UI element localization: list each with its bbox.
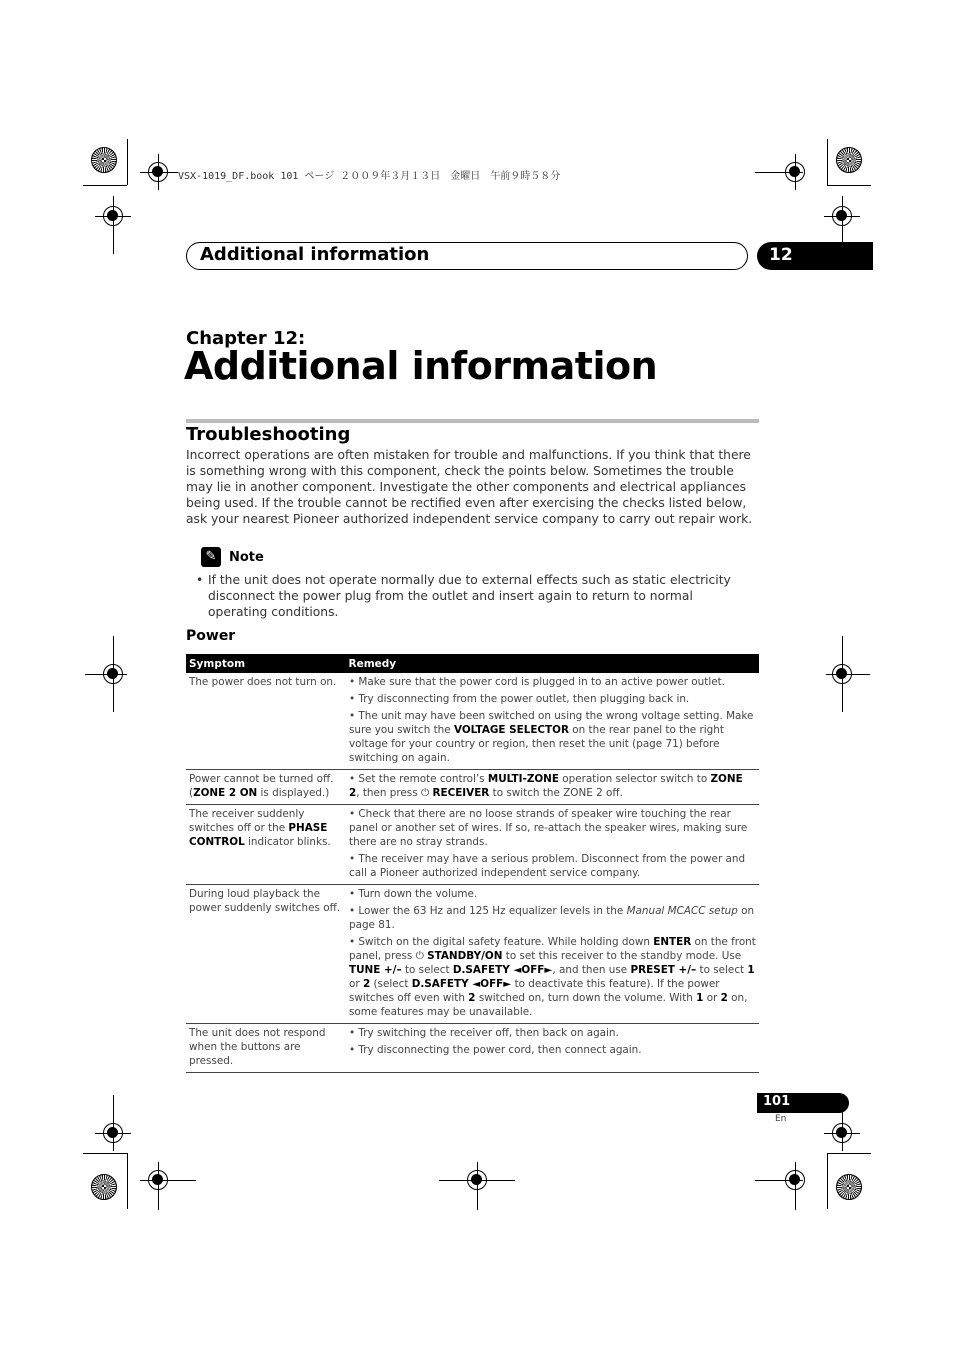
remedy-item: • Make sure that the power cord is plugged in to an active power outlet. <box>349 676 725 688</box>
note-label: Note <box>229 550 264 565</box>
table-row <box>186 1024 759 1073</box>
page-number: 101 <box>757 1093 849 1113</box>
color-target-icon <box>91 1174 117 1200</box>
symptom-cell: The receiver suddenly switches off or the PHASE CONTROL indicator blinks. <box>186 805 346 885</box>
color-target-icon <box>836 147 862 173</box>
symptom-cell: Power cannot be turned off. (ZONE 2 ON is displayed.) <box>186 770 346 805</box>
symptom-cell: During loud playback the power suddenly switches off. <box>186 885 346 1024</box>
symptom-cell: The power does not turn on. <box>186 673 346 770</box>
symptom-cell: The unit does not respond when the buttons are pressed. <box>186 1024 346 1073</box>
section-rule <box>186 419 759 423</box>
remedy-item: • The unit may have been switched on using the wrong voltage setting. Make sure you switch the VOLTAGE SELECTOR on the rear panel to the right voltage for your country or region, then reset the unit (page 71) before switching on again. <box>349 710 754 764</box>
remedy-item: • Try switching the receiver off, then back on again. <box>349 1027 619 1039</box>
color-target-icon <box>91 147 117 173</box>
note-list <box>196 572 756 620</box>
chapter-title: Additional information <box>184 344 658 388</box>
remedy-cell <box>346 805 760 885</box>
remedy-item: • Try disconnecting from the power outlet, then plugging back in. <box>349 693 690 705</box>
remedy-item: • Check that there are no loose strands of speaker wire touching the rear panel or another set of wires. If so, re-attach the speaker wires, making sure there are no stray strands. <box>349 808 748 848</box>
remedy-item: • Set the remote control’s MULTI-ZONE operation selector switch to ZONE 2, then press ⏻ RECEIVER to switch the ZONE 2 off. <box>349 773 743 799</box>
table-row <box>186 805 759 885</box>
power-troubleshooting-table <box>186 654 759 1073</box>
remedy-cell <box>346 1024 760 1073</box>
symptom-header: Symptom <box>186 654 346 673</box>
remedy-item: • Lower the 63 Hz and 125 Hz equalizer levels in the Manual MCACC setup on page 81. <box>349 905 755 931</box>
note-item: If the unit does not operate normally due to external effects such as static electricity disconnect the power plug from the outlet and insert again to return to normal operating conditions. <box>208 573 731 619</box>
remedy-item: • Turn down the volume. <box>349 888 478 900</box>
section-title: Troubleshooting <box>186 424 351 445</box>
remedy-item: • Try disconnecting the power cord, then connect again. <box>349 1044 642 1056</box>
remedy-header: Remedy <box>346 654 760 673</box>
chapter-number-tab: 12 <box>757 242 873 270</box>
table-header-row <box>186 654 759 673</box>
table-row <box>186 673 759 770</box>
color-target-icon <box>836 1174 862 1200</box>
remedy-cell <box>346 770 760 805</box>
page-language: En <box>775 1114 787 1124</box>
table-row <box>186 770 759 805</box>
remedy-item: • Switch on the digital safety feature. While holding down ENTER on the front panel, press ⏻ STANDBY/ON to set this receiver to the standby mode. Use TUNE +/– to select D.SAFETY ◄OFF►, and then use PRESET +/– to select 1 or 2 (select D.SAFETY ◄OFF► to deactivate this feature). If the power switches off even with 2 switched on, turn down the volume. With 1 or 2 on, some features may be unavailable. <box>349 936 756 1018</box>
remedy-item: • The receiver may have a serious problem. Disconnect from the power and call a Pioneer authorized independent service company. <box>349 853 746 879</box>
bullet-icon: • <box>196 573 204 587</box>
print-info: VSX-1019_DF.book 101 ページ ２００９年３月１３日 金曜日 午前９時５８分 <box>178 171 561 182</box>
remedy-cell <box>346 673 760 770</box>
intro-paragraph: Incorrect operations are often mistaken for trouble and malfunctions. If you think that there is something wrong with this component, check the points below. Sometimes the trouble may lie in another component. Investigate the other components and electrical appliances being used. If the trouble cannot be rectified even after exercising the checks listed below, ask your nearest Pioneer authorized independent service company to carry out repair work. <box>186 448 753 526</box>
chapter-label: Chapter 12: <box>186 328 306 349</box>
header-title: Additional information <box>200 244 430 265</box>
remedy-cell <box>346 885 760 1024</box>
power-title: Power <box>186 628 236 644</box>
table-row <box>186 885 759 1024</box>
pencil-note-icon: ✎ <box>201 547 221 567</box>
